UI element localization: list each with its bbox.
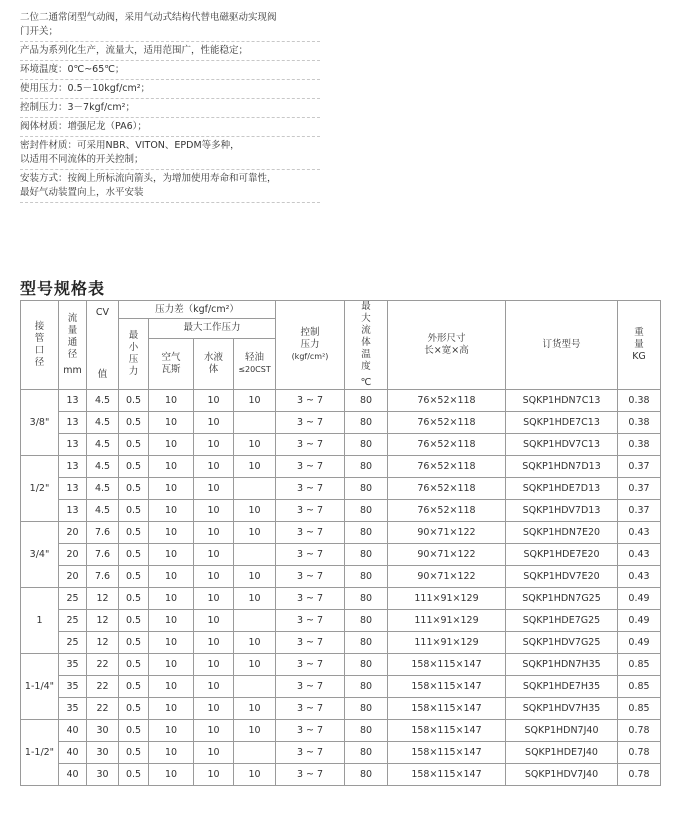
cv-cell: 4.5: [87, 500, 119, 522]
order-no-cell: SQKP1HDN7D13: [506, 456, 618, 478]
min-pressure-cell: 0.5: [119, 742, 149, 764]
port-size-cell: 3/4": [21, 522, 59, 588]
control-pressure-cell: 3 ~ 7: [276, 566, 345, 588]
table-row: [21, 412, 661, 434]
max-temp-cell: 80: [345, 588, 388, 610]
dimensions-cell: 76×52×118: [388, 434, 506, 456]
description-item: 二位二通常闭型气动阀，采用气动式结构代替电磁驱动实现阀 门开关；: [20, 10, 320, 42]
flow-bore-cell: 40: [59, 742, 87, 764]
air-gas-cell: 10: [149, 742, 194, 764]
order-no-cell: SQKP1HDV7H35: [506, 698, 618, 720]
table-row: [21, 654, 661, 676]
control-pressure-cell: 3 ~ 7: [276, 676, 345, 698]
light-oil-cell: 10: [234, 456, 276, 478]
table-row: [21, 566, 661, 588]
light-oil-cell: 10: [234, 720, 276, 742]
air-gas-cell: 10: [149, 434, 194, 456]
control-pressure-cell: 3 ~ 7: [276, 632, 345, 654]
air-gas-cell: 10: [149, 610, 194, 632]
header-pressure-diff: 压力差（kgf/cm²）: [119, 301, 276, 319]
weight-cell: 0.37: [618, 456, 661, 478]
light-oil-cell: [234, 544, 276, 566]
light-oil-cell: 10: [234, 632, 276, 654]
cv-cell: 22: [87, 654, 119, 676]
cv-cell: 12: [87, 632, 119, 654]
flow-bore-cell: 13: [59, 434, 87, 456]
min-pressure-cell: 0.5: [119, 500, 149, 522]
min-pressure-cell: 0.5: [119, 478, 149, 500]
cv-cell: 7.6: [87, 522, 119, 544]
light-oil-cell: [234, 412, 276, 434]
water-cell: 10: [194, 632, 234, 654]
order-no-cell: SQKP1HDE7E20: [506, 544, 618, 566]
table-row: [21, 764, 661, 786]
table-row: [21, 588, 661, 610]
order-no-cell: SQKP1HDE7D13: [506, 478, 618, 500]
control-pressure-cell: 3 ~ 7: [276, 742, 345, 764]
light-oil-cell: [234, 742, 276, 764]
weight-cell: 0.78: [618, 720, 661, 742]
max-temp-cell: 80: [345, 610, 388, 632]
flow-bore-cell: 13: [59, 390, 87, 412]
cv-cell: 22: [87, 698, 119, 720]
port-size-cell: 1: [21, 588, 59, 654]
max-temp-cell: 80: [345, 456, 388, 478]
order-no-cell: SQKP1HDV7D13: [506, 500, 618, 522]
table-row: [21, 720, 661, 742]
flow-bore-cell: 25: [59, 588, 87, 610]
flow-bore-cell: 13: [59, 456, 87, 478]
max-temp-cell: 80: [345, 478, 388, 500]
water-cell: 10: [194, 588, 234, 610]
light-oil-cell: 10: [234, 588, 276, 610]
min-pressure-cell: 0.5: [119, 698, 149, 720]
dimensions-cell: 111×91×129: [388, 632, 506, 654]
header-water: 水液体: [194, 338, 234, 390]
max-temp-cell: 80: [345, 390, 388, 412]
description-item: 环境温度：0℃~65℃；: [20, 62, 320, 80]
dimensions-cell: 76×52×118: [388, 390, 506, 412]
control-pressure-cell: 3 ~ 7: [276, 610, 345, 632]
water-cell: 10: [194, 698, 234, 720]
flow-bore-cell: 40: [59, 720, 87, 742]
light-oil-cell: 10: [234, 500, 276, 522]
air-gas-cell: 10: [149, 764, 194, 786]
order-no-cell: SQKP1HDE7C13: [506, 412, 618, 434]
max-temp-cell: 80: [345, 654, 388, 676]
water-cell: 10: [194, 412, 234, 434]
control-pressure-cell: 3 ~ 7: [276, 720, 345, 742]
dimensions-cell: 158×115×147: [388, 720, 506, 742]
dimensions-cell: 158×115×147: [388, 654, 506, 676]
control-pressure-cell: 3 ~ 7: [276, 390, 345, 412]
control-pressure-cell: 3 ~ 7: [276, 500, 345, 522]
header-port: 接管口径: [21, 301, 59, 390]
spec-table: [20, 300, 661, 786]
max-temp-cell: 80: [345, 434, 388, 456]
water-cell: 10: [194, 544, 234, 566]
dimensions-cell: 76×52×118: [388, 456, 506, 478]
min-pressure-cell: 0.5: [119, 566, 149, 588]
table-row: [21, 434, 661, 456]
product-description: [20, 10, 320, 203]
description-item: 使用压力：0.5－10kgf/cm²；: [20, 81, 320, 99]
flow-bore-cell: 13: [59, 412, 87, 434]
description-item: 密封件材质：可采用NBR、VITON、EPDM等多种， 以适用不同流体的开关控制；: [20, 138, 320, 170]
description-item: 产品为系列化生产，流量大，适用范围广，性能稳定；: [20, 43, 320, 61]
air-gas-cell: 10: [149, 478, 194, 500]
dimensions-cell: 158×115×147: [388, 698, 506, 720]
min-pressure-cell: 0.5: [119, 654, 149, 676]
control-pressure-cell: 3 ~ 7: [276, 412, 345, 434]
cv-cell: 7.6: [87, 544, 119, 566]
flow-bore-cell: 40: [59, 764, 87, 786]
description-item: 控制压力：3－7kgf/cm²；: [20, 100, 320, 118]
cv-cell: 4.5: [87, 478, 119, 500]
cv-cell: 30: [87, 720, 119, 742]
min-pressure-cell: 0.5: [119, 764, 149, 786]
max-temp-cell: 80: [345, 676, 388, 698]
order-no-cell: SQKP1HDN7C13: [506, 390, 618, 412]
weight-cell: 0.37: [618, 478, 661, 500]
min-pressure-cell: 0.5: [119, 610, 149, 632]
table-row: [21, 698, 661, 720]
control-pressure-cell: 3 ~ 7: [276, 522, 345, 544]
table-row: [21, 500, 661, 522]
flow-bore-cell: 20: [59, 544, 87, 566]
dimensions-cell: 111×91×129: [388, 610, 506, 632]
order-no-cell: SQKP1HDN7E20: [506, 522, 618, 544]
spec-table-body: [21, 390, 661, 786]
dimensions-cell: 158×115×147: [388, 764, 506, 786]
max-temp-cell: 80: [345, 522, 388, 544]
air-gas-cell: 10: [149, 566, 194, 588]
light-oil-cell: [234, 676, 276, 698]
water-cell: 10: [194, 764, 234, 786]
flow-bore-cell: 25: [59, 610, 87, 632]
min-pressure-cell: 0.5: [119, 676, 149, 698]
dimensions-cell: 111×91×129: [388, 588, 506, 610]
water-cell: 10: [194, 676, 234, 698]
light-oil-cell: 10: [234, 764, 276, 786]
section-title: 型号规格表: [20, 279, 106, 298]
order-no-cell: SQKP1HDV7E20: [506, 566, 618, 588]
table-row: [21, 676, 661, 698]
min-pressure-cell: 0.5: [119, 522, 149, 544]
port-size-cell: 1-1/2": [21, 720, 59, 786]
air-gas-cell: 10: [149, 632, 194, 654]
light-oil-cell: [234, 610, 276, 632]
water-cell: 10: [194, 478, 234, 500]
max-temp-cell: 80: [345, 764, 388, 786]
weight-cell: 0.43: [618, 544, 661, 566]
order-no-cell: SQKP1HDV7G25: [506, 632, 618, 654]
water-cell: 10: [194, 500, 234, 522]
air-gas-cell: 10: [149, 412, 194, 434]
weight-cell: 0.49: [618, 610, 661, 632]
weight-cell: 0.43: [618, 522, 661, 544]
table-row: [21, 522, 661, 544]
order-no-cell: SQKP1HDV7J40: [506, 764, 618, 786]
weight-cell: 0.43: [618, 566, 661, 588]
min-pressure-cell: 0.5: [119, 412, 149, 434]
max-temp-cell: 80: [345, 412, 388, 434]
air-gas-cell: 10: [149, 500, 194, 522]
weight-cell: 0.78: [618, 764, 661, 786]
min-pressure-cell: 0.5: [119, 434, 149, 456]
dimensions-cell: 90×71×122: [388, 544, 506, 566]
max-temp-cell: 80: [345, 566, 388, 588]
header-light-oil: 轻油 ≤20CST: [234, 338, 276, 390]
max-temp-cell: 80: [345, 698, 388, 720]
order-no-cell: SQKP1HDE7G25: [506, 610, 618, 632]
table-row: [21, 544, 661, 566]
description-item: 阀体材质：增强尼龙（PA6）；: [20, 119, 320, 137]
control-pressure-cell: 3 ~ 7: [276, 544, 345, 566]
order-no-cell: SQKP1HDV7C13: [506, 434, 618, 456]
header-max-temp: 最大流体温度 ℃: [345, 301, 388, 390]
air-gas-cell: 10: [149, 544, 194, 566]
order-no-cell: SQKP1HDE7J40: [506, 742, 618, 764]
header-max-working-pressure: 最大工作压力: [149, 319, 276, 339]
header-cv-value: 值: [87, 338, 119, 390]
weight-cell: 0.85: [618, 676, 661, 698]
weight-cell: 0.85: [618, 654, 661, 676]
flow-bore-cell: 25: [59, 632, 87, 654]
flow-bore-cell: 13: [59, 478, 87, 500]
water-cell: 10: [194, 434, 234, 456]
header-dimensions: 外形尺寸 长×宽×高: [388, 301, 506, 390]
flow-bore-cell: 35: [59, 698, 87, 720]
max-temp-cell: 80: [345, 742, 388, 764]
port-size-cell: 3/8": [21, 390, 59, 456]
water-cell: 10: [194, 742, 234, 764]
dimensions-cell: 76×52×118: [388, 478, 506, 500]
description-item: 安装方式：按阀上所标流向箭头，为增加使用寿命和可靠性， 最好气动装置向上，水平安装: [20, 171, 320, 203]
water-cell: 10: [194, 390, 234, 412]
control-pressure-cell: 3 ~ 7: [276, 478, 345, 500]
cv-cell: 4.5: [87, 390, 119, 412]
order-no-cell: SQKP1HDN7H35: [506, 654, 618, 676]
air-gas-cell: 10: [149, 676, 194, 698]
max-temp-cell: 80: [345, 500, 388, 522]
weight-cell: 0.38: [618, 434, 661, 456]
table-row: [21, 632, 661, 654]
weight-cell: 0.85: [618, 698, 661, 720]
cv-cell: 30: [87, 764, 119, 786]
min-pressure-cell: 0.5: [119, 632, 149, 654]
water-cell: 10: [194, 654, 234, 676]
cv-cell: 12: [87, 610, 119, 632]
water-cell: 10: [194, 610, 234, 632]
header-order-no: 订货型号: [506, 301, 618, 390]
cv-cell: 4.5: [87, 434, 119, 456]
min-pressure-cell: 0.5: [119, 588, 149, 610]
air-gas-cell: 10: [149, 698, 194, 720]
max-temp-cell: 80: [345, 632, 388, 654]
water-cell: 10: [194, 720, 234, 742]
cv-cell: 4.5: [87, 412, 119, 434]
dimensions-cell: 90×71×122: [388, 522, 506, 544]
light-oil-cell: 10: [234, 654, 276, 676]
header-air-gas: 空气瓦斯: [149, 338, 194, 390]
weight-cell: 0.78: [618, 742, 661, 764]
air-gas-cell: 10: [149, 456, 194, 478]
weight-cell: 0.49: [618, 632, 661, 654]
header-flow-bore: 流量通径 mm: [59, 301, 87, 390]
cv-cell: 7.6: [87, 566, 119, 588]
weight-cell: 0.38: [618, 390, 661, 412]
flow-bore-cell: 35: [59, 676, 87, 698]
dimensions-cell: 76×52×118: [388, 412, 506, 434]
weight-cell: 0.37: [618, 500, 661, 522]
dimensions-cell: 90×71×122: [388, 566, 506, 588]
table-row: [21, 610, 661, 632]
max-temp-cell: 80: [345, 544, 388, 566]
water-cell: 10: [194, 456, 234, 478]
header-weight: 重量 KG: [618, 301, 661, 390]
header-cv: CV: [87, 301, 119, 339]
light-oil-cell: [234, 478, 276, 500]
light-oil-cell: 10: [234, 698, 276, 720]
flow-bore-cell: 20: [59, 522, 87, 544]
flow-bore-cell: 35: [59, 654, 87, 676]
port-size-cell: 1-1/4": [21, 654, 59, 720]
air-gas-cell: 10: [149, 720, 194, 742]
light-oil-cell: 10: [234, 566, 276, 588]
control-pressure-cell: 3 ~ 7: [276, 434, 345, 456]
order-no-cell: SQKP1HDN7J40: [506, 720, 618, 742]
min-pressure-cell: 0.5: [119, 544, 149, 566]
table-row: [21, 390, 661, 412]
min-pressure-cell: 0.5: [119, 720, 149, 742]
cv-cell: 22: [87, 676, 119, 698]
control-pressure-cell: 3 ~ 7: [276, 456, 345, 478]
weight-cell: 0.38: [618, 412, 661, 434]
water-cell: 10: [194, 522, 234, 544]
dimensions-cell: 158×115×147: [388, 742, 506, 764]
weight-cell: 0.49: [618, 588, 661, 610]
order-no-cell: SQKP1HDE7H35: [506, 676, 618, 698]
max-temp-cell: 80: [345, 720, 388, 742]
flow-bore-cell: 13: [59, 500, 87, 522]
control-pressure-cell: 3 ~ 7: [276, 698, 345, 720]
header-control-pressure: 控制压力 (kgf/cm²): [276, 301, 345, 390]
control-pressure-cell: 3 ~ 7: [276, 588, 345, 610]
min-pressure-cell: 0.5: [119, 456, 149, 478]
order-no-cell: SQKP1HDN7G25: [506, 588, 618, 610]
light-oil-cell: 10: [234, 434, 276, 456]
dimensions-cell: 76×52×118: [388, 500, 506, 522]
air-gas-cell: 10: [149, 522, 194, 544]
port-size-cell: 1/2": [21, 456, 59, 522]
min-pressure-cell: 0.5: [119, 390, 149, 412]
table-row: [21, 478, 661, 500]
air-gas-cell: 10: [149, 654, 194, 676]
light-oil-cell: 10: [234, 522, 276, 544]
cv-cell: 30: [87, 742, 119, 764]
header-min-pressure: 最小压力: [119, 319, 149, 390]
light-oil-cell: 10: [234, 390, 276, 412]
dimensions-cell: 158×115×147: [388, 676, 506, 698]
air-gas-cell: 10: [149, 390, 194, 412]
control-pressure-cell: 3 ~ 7: [276, 654, 345, 676]
control-pressure-cell: 3 ~ 7: [276, 764, 345, 786]
cv-cell: 4.5: [87, 456, 119, 478]
flow-bore-cell: 20: [59, 566, 87, 588]
cv-cell: 12: [87, 588, 119, 610]
water-cell: 10: [194, 566, 234, 588]
air-gas-cell: 10: [149, 588, 194, 610]
table-row: [21, 456, 661, 478]
table-row: [21, 742, 661, 764]
